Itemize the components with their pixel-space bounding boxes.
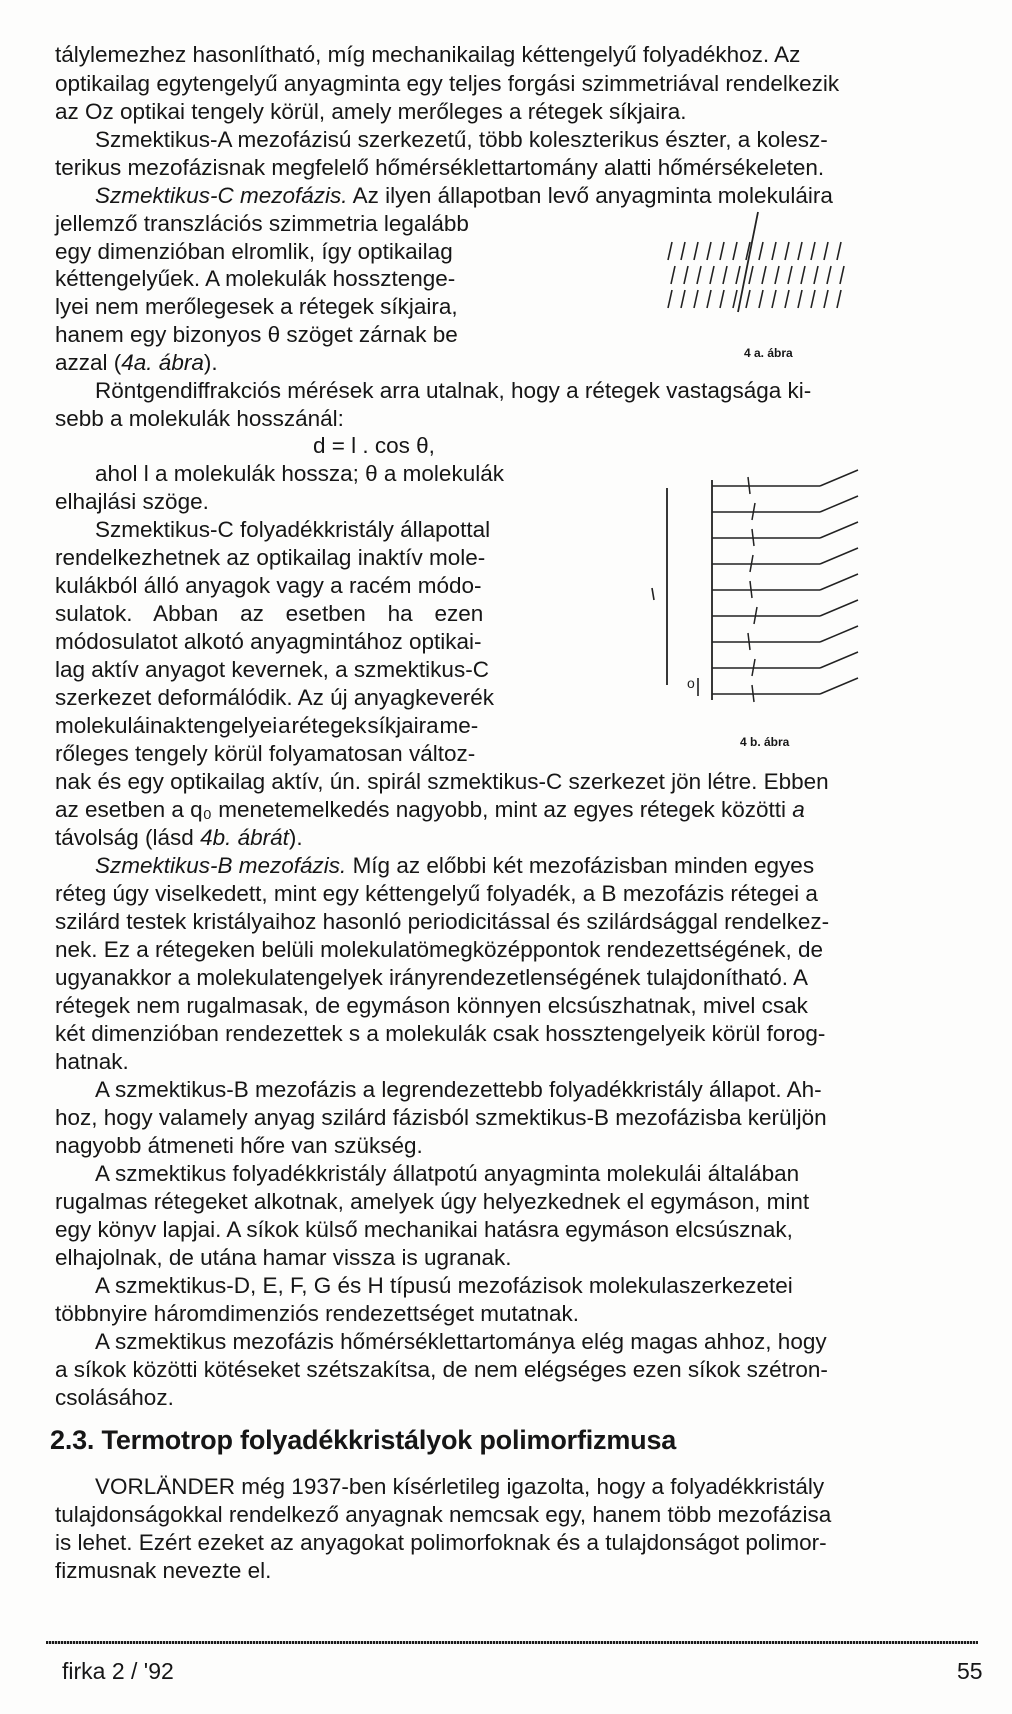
figure-4a-molecules bbox=[668, 212, 844, 312]
figure-4a-molecule bbox=[775, 266, 779, 284]
text-line-main: is lehet. Ezért ezeket az anyagokat polimorfoknak és a tulajdonságot polimor- bbox=[55, 1530, 827, 1555]
text-line-main: jellemző transzlációs szimmetria legalább bbox=[55, 211, 469, 236]
figure-4b-molecule bbox=[748, 633, 750, 650]
text-line bbox=[313, 433, 435, 459]
text-line bbox=[55, 573, 481, 599]
text-line-main: elhajlási szöge. bbox=[55, 489, 209, 514]
figure-4a-molecule bbox=[762, 266, 766, 284]
text-line bbox=[95, 1474, 824, 1500]
text-line bbox=[95, 517, 490, 543]
figure-4b-molecule bbox=[752, 529, 754, 546]
figure-4a-layers-diagram bbox=[660, 210, 910, 320]
text-line-main: ahol l a molekulák hossza; θ a molekulák bbox=[95, 461, 504, 486]
text-line bbox=[55, 1357, 828, 1383]
text-line bbox=[55, 1049, 129, 1075]
figure-4a-molecule bbox=[837, 290, 841, 308]
figure-4a-molecule bbox=[824, 242, 828, 260]
text-line-main: egy könyv lapjai. A síkok külső mechanikai hatásra egymáson elcsúsznak, bbox=[55, 1217, 793, 1242]
text-line bbox=[55, 1189, 809, 1215]
text-line bbox=[55, 601, 483, 627]
figure-4a-molecule bbox=[785, 242, 789, 260]
figure-4a-molecule bbox=[707, 242, 711, 260]
text-line-main: szilárd testek kristályaihoz hasonló periodicitással és szilárdsággal rendelkez- bbox=[55, 909, 830, 934]
figure-4b-layer-edge bbox=[820, 548, 858, 564]
figure-4a-molecule bbox=[772, 242, 776, 260]
figure-4b-caption: 4 b. ábra bbox=[740, 735, 790, 749]
figure-4a-molecule bbox=[720, 290, 724, 308]
text-line bbox=[55, 1558, 271, 1584]
figure-4a-molecule bbox=[759, 290, 763, 308]
figure-4b-layer-edge bbox=[820, 522, 858, 538]
figure-4b-molecule bbox=[750, 581, 752, 598]
figure-4a-molecule bbox=[694, 290, 698, 308]
figure-4a-molecule bbox=[733, 242, 737, 260]
text-line bbox=[55, 322, 458, 348]
text-line-main: nak és egy optikailag aktív, ún. spirál szmektikus-C szerkezet jön létre. Ebben bbox=[55, 769, 829, 794]
text-line bbox=[55, 713, 478, 739]
text-line-main: terikus mezofázisnak megfelelő hőmérséklettartomány alatti hőmérsékeleten. bbox=[55, 155, 825, 180]
text-line bbox=[95, 1273, 793, 1299]
text-line-main: egy dimenzióban elromlik, így optikailag bbox=[55, 239, 453, 264]
text-line bbox=[55, 1301, 579, 1327]
text-line bbox=[55, 155, 824, 181]
text-line-main: A szmektikus-B mezofázis a legrendezettebb folyadékkristály állapot. Ah- bbox=[95, 1077, 822, 1102]
text-line-italic: a bbox=[786, 797, 805, 822]
text-line bbox=[55, 825, 303, 851]
text-line bbox=[55, 294, 458, 320]
figure-4a-molecule bbox=[798, 290, 802, 308]
text-line bbox=[55, 1530, 827, 1556]
text-line-rest: ). bbox=[288, 825, 303, 850]
text-line bbox=[55, 239, 453, 265]
text-line bbox=[55, 797, 805, 823]
text-line-main: az Oz optikai tengely körül, amely merőleges a rétegek síkjaira. bbox=[55, 99, 687, 124]
text-line-main: hoz, hogy valamely anyag szilárd fázisból szmektikus-B mezofázisba kerüljön bbox=[55, 1105, 827, 1130]
text-line bbox=[55, 71, 839, 97]
text-line bbox=[55, 657, 489, 683]
text-line bbox=[55, 1021, 825, 1047]
figure-4a-molecule bbox=[746, 290, 750, 308]
text-line bbox=[55, 406, 344, 432]
text-line-main: VORLÄNDER még 1937-ben kísérletileg igazolta, hogy a folyadékkristály bbox=[95, 1474, 825, 1499]
text-line-main: sebb a molekulák hosszánál: bbox=[55, 406, 344, 431]
footer-page-number: 55 bbox=[957, 1658, 983, 1684]
text-line-main: rendelkezhetnek az optikailag inaktív mole- bbox=[55, 545, 486, 570]
figure-4a-molecule bbox=[759, 242, 763, 260]
text-line bbox=[55, 909, 829, 935]
text-line-main: Szmektikus-C folyadékkristály állapottal bbox=[95, 517, 491, 542]
text-line bbox=[55, 211, 469, 237]
text-line bbox=[55, 685, 494, 711]
figure-4a-molecule bbox=[811, 242, 815, 260]
text-line-main: távolság (lásd bbox=[55, 825, 201, 850]
figure-4a-molecule bbox=[785, 290, 789, 308]
text-line bbox=[55, 769, 829, 795]
figure-4b-layer-edge bbox=[820, 470, 858, 486]
text-line-main: szerkezet deformálódik. Az új anyagkeverék bbox=[55, 685, 494, 710]
text-line bbox=[55, 1502, 831, 1528]
figure-4b-layer-edge bbox=[820, 678, 858, 694]
text-line-main: Röntgendiffrakciós mérések arra utalnak, hogy a rétegek vastagsága ki- bbox=[95, 378, 812, 403]
text-line bbox=[55, 881, 818, 907]
figure-4a-molecule bbox=[814, 266, 818, 284]
text-line bbox=[95, 1329, 827, 1355]
text-line bbox=[55, 1385, 174, 1411]
figure-4b-layer-edge bbox=[820, 600, 858, 616]
figure-4a-molecule bbox=[697, 266, 701, 284]
figure-4a-molecule bbox=[681, 242, 685, 260]
figure-4a-molecule bbox=[811, 290, 815, 308]
text-line-main: csolásához. bbox=[55, 1385, 174, 1410]
text-line-main: tulajdonságokkal rendelkező anyagnak nemcsak egy, hanem több mezofázisa bbox=[55, 1502, 832, 1527]
figure-4a-molecule bbox=[671, 266, 675, 284]
text-line bbox=[55, 937, 823, 963]
text-line bbox=[95, 127, 828, 153]
footer-rule bbox=[46, 1641, 978, 1644]
text-line bbox=[95, 183, 833, 209]
text-line bbox=[95, 853, 814, 879]
text-line bbox=[55, 965, 808, 991]
text-line bbox=[55, 741, 475, 767]
figure-4a-molecule bbox=[668, 242, 672, 260]
figure-4a-molecule bbox=[798, 242, 802, 260]
figure-4a-molecule bbox=[772, 290, 776, 308]
footer-journal: firka 2 / '92 bbox=[62, 1658, 174, 1684]
figure-4b-layers bbox=[712, 470, 858, 702]
text-line-main: lag aktív anyagot kevernek, a szmektikus-C bbox=[55, 657, 489, 682]
text-line-main: fizmusnak nevezte el. bbox=[55, 1558, 272, 1583]
text-line-main: kulákból álló anyagok vagy a racém módo- bbox=[55, 573, 482, 598]
figure-4a-molecule bbox=[681, 290, 685, 308]
text-line-main: két dimenzióban rendezettek s a molekulák csak hossztengelyeik körül forog- bbox=[55, 1021, 826, 1046]
text-line-main: nagyobb átmeneti hőre van szükség. bbox=[55, 1133, 423, 1158]
text-line bbox=[55, 629, 482, 655]
figure-4a-molecule bbox=[694, 242, 698, 260]
text-line bbox=[55, 350, 218, 376]
figure-4b-layer-edge bbox=[820, 574, 858, 590]
text-line-main: azzal ( bbox=[55, 350, 122, 375]
text-line-main: rőleges tengely körül folyamatosan változ- bbox=[55, 741, 476, 766]
text-line-rest: Az ilyen állapotban levő anyagminta molekuláira bbox=[347, 183, 833, 208]
text-line bbox=[95, 378, 811, 404]
figure-4b-molecule bbox=[752, 685, 754, 702]
figure-4a-molecule bbox=[749, 266, 753, 284]
figure-4a-molecule bbox=[840, 266, 844, 284]
text-line-main: A szmektikus folyadékkristály állatpotú anyagminta molekulái általában bbox=[95, 1161, 800, 1186]
text-line-main: A szmektikus-D, E, F, G és H típusú mezofázisok molekulaszerkezetei bbox=[95, 1273, 793, 1298]
text-line bbox=[55, 545, 485, 571]
figure-4a-molecule bbox=[733, 290, 737, 308]
text-line-main: rétegek nem rugalmasak, de egymáson könnyen elcsúszhatnak, mivel csak bbox=[55, 993, 808, 1018]
text-line-main: tálylemezhez hasonlítható, míg mechanikailag kéttengelyű folyadékhoz. Az bbox=[55, 42, 801, 67]
text-line-main: ugyanakkor a molekulatengelyek irányrendezetlenségének tulajdonítható. A bbox=[55, 965, 809, 990]
figure-4b-molecule bbox=[748, 477, 750, 494]
text-line-italic: 4a. ábra bbox=[121, 350, 204, 375]
text-line-main: Szmektikus-C mezofázis. bbox=[95, 183, 348, 208]
text-line-main: Szmektikus-A mezofázisú szerkezetű, több koleszterikus észter, a kolesz- bbox=[95, 127, 828, 152]
text-line bbox=[55, 99, 687, 125]
text-line bbox=[95, 461, 504, 487]
text-line-main: sulatok. Abban az esetben ha ezen bbox=[55, 601, 484, 626]
text-line-main: hatnak. bbox=[55, 1049, 129, 1074]
text-line-rest: Míg az előbbi két mezofázisban minden egyes bbox=[346, 853, 815, 878]
figure-4a-molecule bbox=[788, 266, 792, 284]
text-line-main: molekuláinak tengelyei a rétegek síkjaira me- bbox=[55, 713, 479, 738]
section-heading: 2.3. Termotrop folyadékkristályok polimorfizmusa bbox=[50, 1425, 677, 1455]
text-line-main: kéttengelyűek. A molekulák hossztenge- bbox=[55, 266, 456, 291]
figure-4b-layer-edge bbox=[820, 652, 858, 668]
figure-4a-molecule bbox=[684, 266, 688, 284]
text-line-rest: ). bbox=[203, 350, 218, 375]
text-line bbox=[55, 1105, 827, 1131]
text-line bbox=[95, 1077, 822, 1103]
figure-4b-label: o bbox=[687, 675, 695, 691]
figure-4b-tick bbox=[652, 588, 654, 600]
text-line-italic: 4b. ábrát bbox=[200, 825, 289, 850]
figure-4a-molecule bbox=[707, 290, 711, 308]
text-line-main: módosulatot alkotó anyagmintához optikai- bbox=[55, 629, 482, 654]
figure-4a-molecule bbox=[801, 266, 805, 284]
text-line bbox=[55, 1217, 793, 1243]
text-line-main: d = l . cos θ, bbox=[313, 433, 435, 458]
figure-4a-molecule bbox=[827, 266, 831, 284]
text-line bbox=[55, 489, 209, 515]
text-line-main: a síkok közötti kötéseket szétszakítsa, de nem elégséges ezen síkok szétron- bbox=[55, 1357, 828, 1382]
text-line-main: hanem egy bizonyos θ szöget zárnak be bbox=[55, 322, 458, 347]
figure-4b-layer-edge bbox=[820, 496, 858, 512]
text-line bbox=[55, 42, 800, 68]
figure-4a-molecule bbox=[837, 242, 841, 260]
figure-4a-molecule bbox=[723, 266, 727, 284]
text-line-main: az esetben a q₀ menetemelkedés nagyobb, mint az egyes rétegek közötti bbox=[55, 797, 787, 822]
text-line-main: optikailag egytengelyű anyagminta egy teljes forgási szimmetriával rendelkezik bbox=[55, 71, 840, 96]
text-line-main: nek. Ez a rétegeken belüli molekulatömegközéppontok rendezettségének, de bbox=[55, 937, 823, 962]
text-line bbox=[55, 993, 808, 1019]
text-line-main: lyei nem merőlegesek a rétegek síkjaira, bbox=[55, 294, 458, 319]
figure-4b-helix-diagram bbox=[640, 460, 940, 720]
text-line-main: többnyire háromdimenziós rendezettséget mutatnak. bbox=[55, 1301, 580, 1326]
text-line-main: elhajolnak, de utána hamar vissza is ugranak. bbox=[55, 1245, 512, 1270]
figure-4a-molecule bbox=[710, 266, 714, 284]
text-line bbox=[55, 266, 455, 292]
text-line bbox=[55, 1245, 512, 1271]
figure-4a-molecule bbox=[668, 290, 672, 308]
figure-4a-caption: 4 a. ábra bbox=[744, 346, 793, 360]
text-line-main: rugalmas rétegeket alkotnak, amelyek úgy helyezkednek el egymáson, mint bbox=[55, 1189, 810, 1214]
text-line-main: réteg úgy viselkedett, mint egy kéttengelyű folyadék, a B mezofázis rétegei a bbox=[55, 881, 818, 906]
text-line-main: Szmektikus-B mezofázis. bbox=[95, 853, 347, 878]
text-line-main: A szmektikus mezofázis hőmérséklettartománya elég magas ahhoz, hogy bbox=[95, 1329, 827, 1354]
figure-4b-layer-edge bbox=[820, 626, 858, 642]
text-line bbox=[95, 1161, 799, 1187]
figure-4a-molecule bbox=[720, 242, 724, 260]
figure-4a-molecule bbox=[736, 266, 740, 284]
text-line bbox=[55, 1133, 423, 1159]
figure-4a-molecule bbox=[824, 290, 828, 308]
